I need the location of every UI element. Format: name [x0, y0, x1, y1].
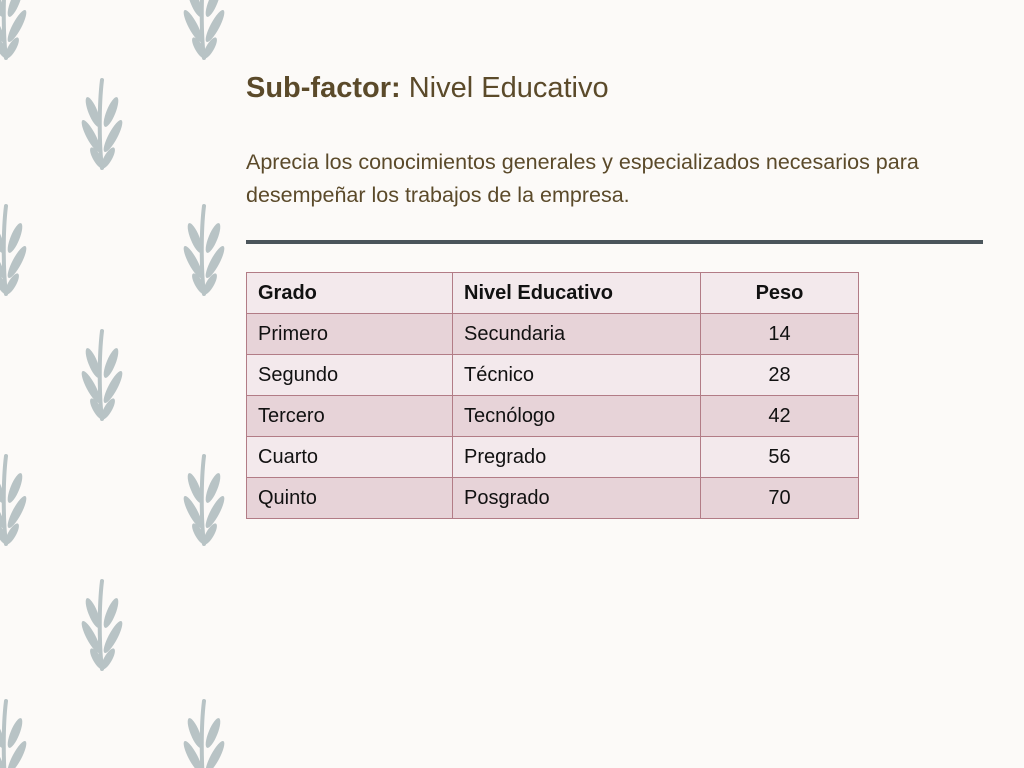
table-row	[247, 355, 859, 396]
header-grado: Grado	[247, 273, 453, 314]
leaf-sprig-icon	[0, 456, 29, 546]
leaf-pattern-decoration	[0, 0, 240, 768]
leaf-sprig-icon	[181, 456, 228, 546]
leaf-sprig-icon	[79, 581, 126, 671]
cell-peso: 28	[701, 355, 859, 396]
header-peso: Peso	[701, 273, 859, 314]
leaf-sprig-icon	[79, 80, 126, 170]
leaf-sprig-icon	[0, 701, 29, 768]
cell-grado: Cuarto	[247, 437, 453, 478]
divider-line	[246, 240, 983, 244]
leaf-sprig-icon	[181, 0, 228, 60]
cell-nivel: Pregrado	[453, 437, 701, 478]
cell-grado: Primero	[247, 314, 453, 355]
cell-grado: Quinto	[247, 478, 453, 519]
leaf-sprig-icon	[0, 0, 29, 60]
header-nivel-educativo: Nivel Educativo	[453, 273, 701, 314]
cell-nivel: Técnico	[453, 355, 701, 396]
title-prefix: Sub-factor:	[246, 72, 401, 104]
title-text: Nivel Educativo	[400, 72, 609, 104]
slide-title	[246, 72, 609, 105]
cell-peso: 42	[701, 396, 859, 437]
table-row	[247, 396, 859, 437]
slide-description: Aprecia los conocimientos generales y especializados necesarios para desempeñar los trabajos de la empresa.	[246, 150, 919, 207]
cell-grado: Segundo	[247, 355, 453, 396]
cell-peso: 14	[701, 314, 859, 355]
leaf-sprig-icon	[181, 206, 228, 296]
grade-table	[246, 272, 859, 519]
table-row	[247, 478, 859, 519]
cell-nivel: Tecnólogo	[453, 396, 701, 437]
table-row	[247, 314, 859, 355]
cell-grado: Tercero	[247, 396, 453, 437]
table-header-row	[247, 273, 859, 314]
leaf-sprig-icon	[79, 331, 126, 421]
leaf-sprig-icon	[0, 206, 29, 296]
table-row	[247, 437, 859, 478]
cell-nivel: Secundaria	[453, 314, 701, 355]
cell-peso: 56	[701, 437, 859, 478]
leaf-sprig-icon	[181, 701, 228, 768]
cell-peso: 70	[701, 478, 859, 519]
cell-nivel: Posgrado	[453, 478, 701, 519]
